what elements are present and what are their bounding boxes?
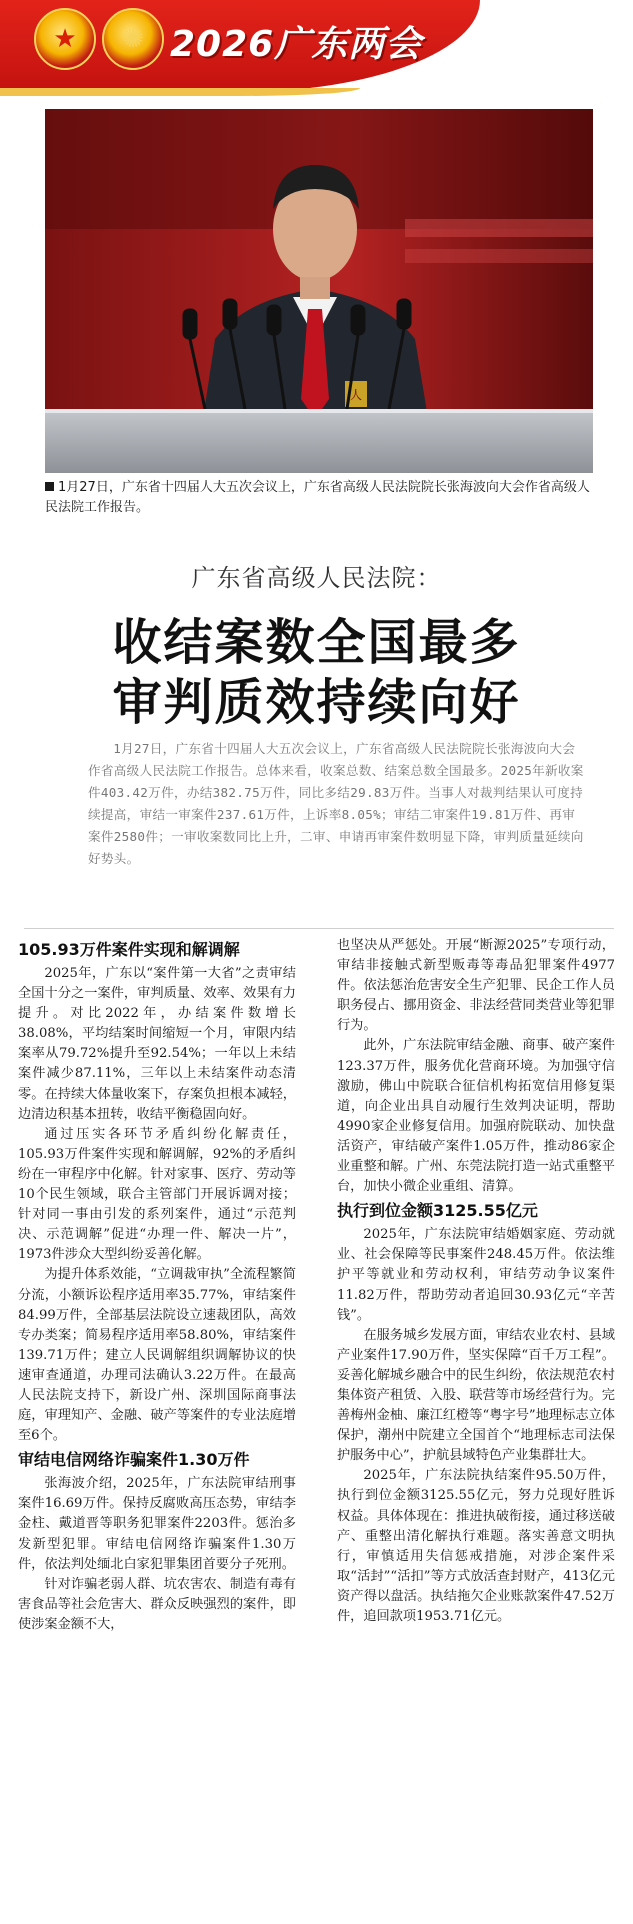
headline-line-1: 收结案数全国最多 <box>112 614 521 671</box>
photo-badge: 人 <box>349 388 363 402</box>
headline-line-2: 审判质效持续向好 <box>112 674 521 731</box>
article-kicker: 广东省高级人民法院： <box>191 564 442 592</box>
caption-square-icon <box>45 482 54 491</box>
section-heading-telecom-fraud: 审结电信网络诈骗案件1.30万件 <box>18 1450 250 1470</box>
paragraph: 为提升体系效能，“立调裁审执”全流程繁简分流，小额诉讼程序适用率35.77%，审结案件84.99万件，全部基层法院设立速裁团队，高效专办类案；简易程序适用率58.80%，审结案件139.71万件；建立人民调解组织调解协议的快速审查通道，办理司法确认3.22万件。在最高人民法院支持下，新设广州、深圳国际商事法庭，审理知产、金融、破产等案件的专业法庭增至6个。 <box>18 1267 296 1444</box>
paragraph: 针对诈骗老弱人群、坑农害农、制造有毒有害食品等社会危害大、群众反映强烈的案件，即使涉案金额不大， <box>18 1576 296 1632</box>
right-column <box>337 936 615 1627</box>
section-heading-mediation: 105.93万件案件实现和解调解 <box>18 940 240 959</box>
banner-title: 2026广东两会 <box>170 24 423 65</box>
cppcc-emblem-icon: ✺ <box>102 8 164 70</box>
paragraph-continued: 也坚决从严惩处。开展“断源2025”专项行动，审结非接触式新型贩毒等毒品犯罪案件4977件。依法惩治危害安全生产犯罪、民企工作人员职务侵占、挪用资金、非法经营同类营业等犯罪行为。 <box>337 938 615 1034</box>
speaker-photo <box>45 109 593 473</box>
lead-paragraph: 1月27日，广东省十四届人大五次会议上，广东省高级人民法院院长张海波向大会作省高级人民法院工作报告。总体来看，收案总数、结案总数全国最多。2025年新收案件403.42万件，办结382.75万件，同比多结29.83万件。当事人对裁判结果认可度持续提高，审结一审案件237.61万件，上诉率8.05%；审结二审案件19.81万件、再审案件2580件；一审收案数同比上升，二审、申请再审案件数明显下降，审判质量延续向好势头。 <box>88 741 584 866</box>
banner-gold-stripe <box>0 88 360 96</box>
paragraph: 2025年，广东法院审结婚姻家庭、劳动就业、社会保障等民事案件248.45万件。依法维护平等就业和劳动权利，审结劳动争议案件11.82万件，帮助劳动者追回30.93亿元“辛苦钱”。 <box>337 1227 615 1323</box>
section-heading-enforcement: 执行到位金额3125.55亿元 <box>337 1201 538 1221</box>
masthead-banner <box>0 0 633 108</box>
paragraph: 2025年，广东法院执结案件95.50万件，执行到位金额3125.55亿元，努力兑现好胜诉权益。具体体现在：推进执破衔接，通过移送破产、重整出清化解执行难题。落实善意文明执行，审慎适用失信惩戒措施，对涉企案件采取“活封”“活扣”等方式放活查封财产，413亿元资产得以盘活。执结拖欠企业账款案件47.52万件，追回款项1953.71亿元。 <box>337 1468 615 1624</box>
photo-caption <box>45 478 593 518</box>
national-emblem-icon: ★ <box>34 8 96 70</box>
left-column <box>18 936 296 1635</box>
paragraph: 通过压实各环节矛盾纠纷化解责任，105.93万件案件实现和解调解，92%的矛盾纠纷在一审程序中化解。针对家事、医疗、劳动等10个民生领域，联合主管部门开展诉调对接；针对同一事由引发的系列案件，通过“示范判决、示范调解”促进“办理一件、解决一片”，1973件涉众大型纠纷妥善化解。 <box>18 1126 296 1263</box>
section-divider <box>24 928 614 929</box>
paragraph: 此外，广东法院审结金融、商事、破产案件123.37万件，服务优化营商环境。为加强守信激励，佛山中院联合征信机构拓宽信用修复渠道，向企业出具自动履行生效判决证明，帮助4990家企业修复信用。加强府院联动、加快盘活资产，审结破产案件1.05万件，推动86家企业重整和解。广州、东莞法院打造一站式重整平台，加快小微企业重组、清算。 <box>337 1038 615 1195</box>
paragraph: 张海波介绍，2025年，广东法院审结刑事案件16.69万件。保持反腐败高压态势，审结李金柱、戴道晋等职务犯罪案件2203件。惩治多发新型犯罪。审结电信网络诈骗案件1.30万件，依法判处缅北白家犯罪集团首要分子死刑。 <box>18 1476 296 1572</box>
paragraph: 2025年，广东以“案件第一大省”之责审结全国十分之一案件，审判质量、效率、效果有力提升。对比2022年，办结案件数增长38.08%，平均结案时间缩短一个月，审限内结案率从79.72%提升至92.54%；一年以上未结案件减少87.11%，三年以上未结案件动态清零。在持续大体量收案下，存案负担根本减轻，边清边积基本扭转，收结平衡稳固向好。 <box>18 966 296 1122</box>
caption-text: 1月27日，广东省十四届人大五次会议上，广东省高级人民法院院长张海波向大会作省高级人民法院工作报告。 <box>45 480 590 515</box>
paragraph: 在服务城乡发展方面，审结农业农村、县域产业案件17.90万件，坚实保障“百千万工程”。妥善化解城乡融合中的民生纠纷，依法规范农村集体资产租赁、入股、联营等市场经营行为。完善梅州金柚、廉江红橙等“粤字号”地理标志立体保护，潮州中院建立全国首个“地理标志司法保护服务中心”，护航县域特色产业集群壮大。 <box>337 1327 615 1464</box>
